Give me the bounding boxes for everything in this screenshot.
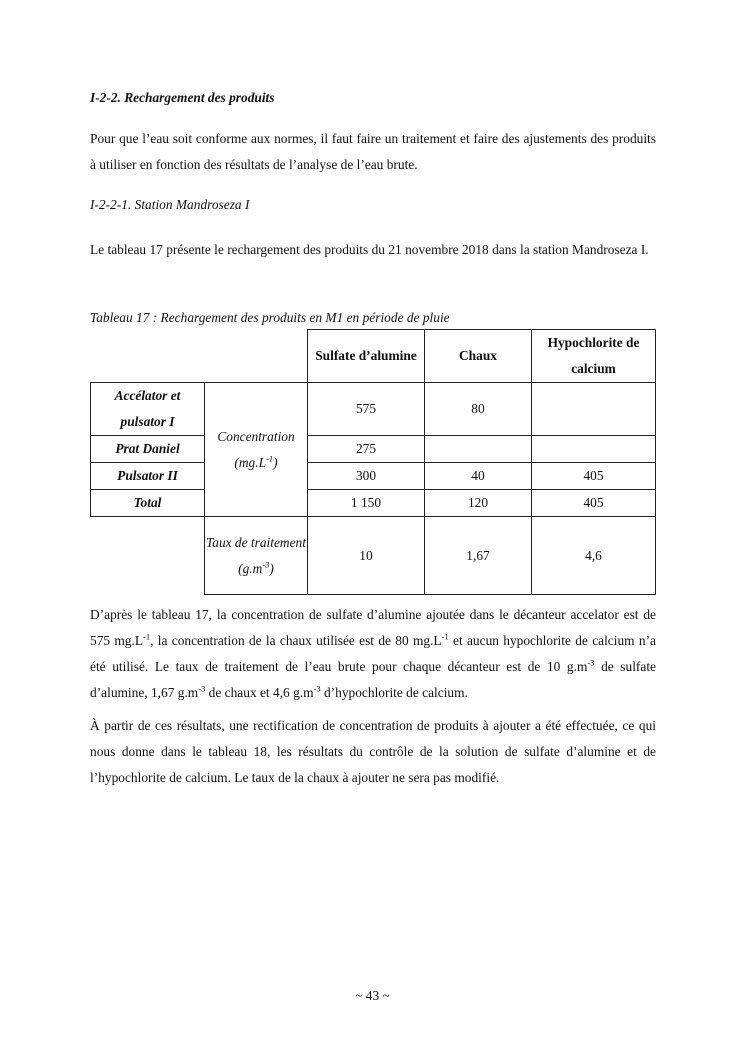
table-cell: 120 bbox=[425, 490, 532, 517]
empty-cell bbox=[205, 330, 308, 383]
table-cell: 10 bbox=[308, 517, 425, 595]
table-intro-paragraph: Le tableau 17 présente le rechargement des produits du 21 novembre 2018 dans la station Mandroseza I. bbox=[90, 242, 649, 257]
table-row bbox=[91, 436, 656, 463]
table-cell: 4,6 bbox=[532, 517, 656, 595]
taux-label: Taux de traitement bbox=[206, 534, 306, 550]
section-heading: I-2-2. Rechargement des produits bbox=[90, 90, 275, 105]
taux-label-cell bbox=[205, 517, 308, 595]
table-cell: 1 150 bbox=[308, 490, 425, 517]
table-cell bbox=[532, 436, 656, 463]
table-cell: 40 bbox=[425, 463, 532, 490]
table-cell: 405 bbox=[532, 463, 656, 490]
row-label-pulsator-ii: Pulsator II bbox=[91, 463, 205, 490]
analysis-paragraph: D’après le tableau 17, la concentration de sulfate d’alumine ajoutée dans le décanteur accelator est de 575 $mg.L^{-1}$, la concentration de la chaux utilisée est de 80 $mg.L^{-1}$ et aucun hypochlorite de calcium n’a été utilisé. Le taux de traitement de l’eau brute pour chaque décanteur est de 10 $g.m^{-3}$ de sulfate d’alumine, 1,67 $g.m^{-3}$ de chaux et 4,6 $g.m^{-3}$ d’hypochlorite de calcium. bbox=[90, 607, 656, 700]
col-header-sulfate: Sulfate d’alumine bbox=[308, 330, 425, 383]
col-header-chaux: Chaux bbox=[425, 330, 532, 383]
row-label-total: Total bbox=[91, 490, 205, 517]
table-cell: 300 bbox=[308, 463, 425, 490]
table-cell: 275 bbox=[308, 436, 425, 463]
row-label-accelator: Accélator et pulsator I bbox=[91, 383, 205, 436]
table-cell: 405 bbox=[532, 490, 656, 517]
page-number: ~ 43 ~ bbox=[355, 988, 390, 1003]
data-table bbox=[90, 329, 656, 595]
conclusion-paragraph: À partir de ces résultats, une rectification de concentration de produits à ajouter a été effectuée, ce qui nous donne dans le tableau 18, les résultats du contrôle de la solution de sulfate d’alumine et de l’hypochlorite de calcium. Le taux de la chaux à ajouter ne sera pas modifié. bbox=[90, 718, 656, 785]
table-row-taux bbox=[91, 517, 656, 595]
col-header-hypochlorite: Hypochlorite de calcium bbox=[532, 330, 656, 383]
table-cell: 575 bbox=[308, 383, 425, 436]
subsection-heading: I-2-2-1. Station Mandroseza I bbox=[90, 197, 250, 212]
table-row bbox=[91, 383, 656, 436]
concentration-label-cell bbox=[205, 383, 308, 517]
table-header-row bbox=[91, 330, 656, 383]
empty-cell bbox=[91, 330, 205, 383]
table-row bbox=[91, 463, 656, 490]
table-row bbox=[91, 490, 656, 517]
table-caption: Tableau 17 : Rechargement des produits en M1 en période de pluie bbox=[90, 310, 450, 325]
concentration-label: Concentration bbox=[217, 428, 295, 444]
table-cell bbox=[532, 383, 656, 436]
intro-paragraph: Pour que l’eau soit conforme aux normes, il faut faire un traitement et faire des ajustements des produits à utiliser en fonction des résultats de l’analyse de l’eau brute. bbox=[90, 131, 656, 172]
empty-cell bbox=[91, 517, 205, 595]
table-cell: 1,67 bbox=[425, 517, 532, 595]
table-cell bbox=[425, 436, 532, 463]
concentration-unit: $(mg.L^{-1})$ bbox=[234, 453, 278, 470]
table-cell: 80 bbox=[425, 383, 532, 436]
row-label-prat-daniel: Prat Daniel bbox=[91, 436, 205, 463]
taux-unit: $(g.m^{-3})$ bbox=[238, 559, 274, 576]
